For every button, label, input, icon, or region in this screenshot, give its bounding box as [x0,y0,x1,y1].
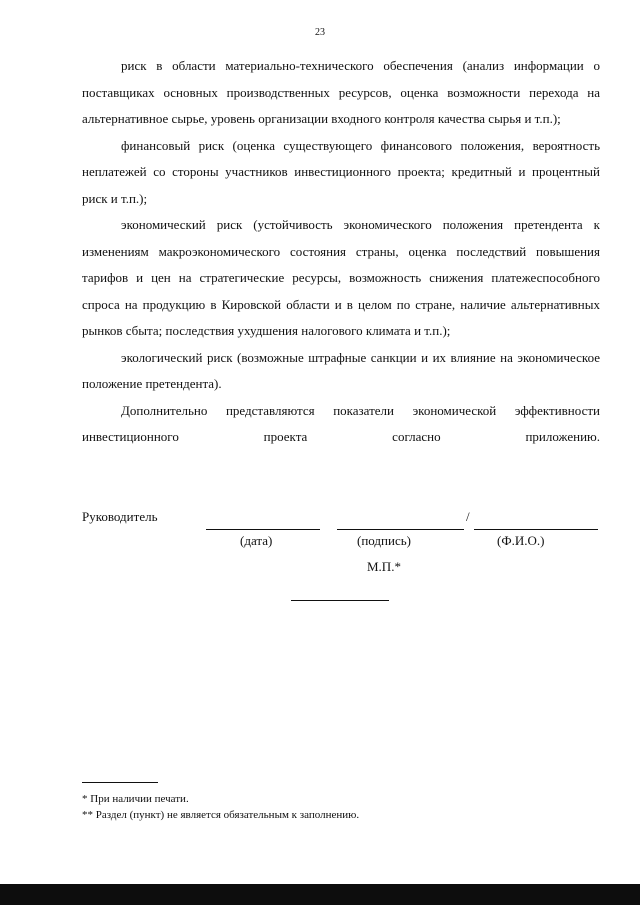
signature-block [82,509,600,589]
footnote-divider [82,782,158,783]
paragraph-ecological-risk: экологический риск (возможные штрафные санкции и их влияние на экономическое положение претендента). [82,349,600,391]
scan-edge-bar [0,884,640,905]
document-body [82,53,600,451]
footnote-stamp: * При наличии печати. [82,793,189,805]
stamp-mark: М.П.* [367,559,401,574]
section-divider [291,600,389,601]
signatory-label: Руководитель [82,509,158,524]
paragraph-efficiency: Дополнительно представляются показатели экономической эффективности инвестиционного проекта согласно приложению. [82,402,600,444]
date-line [206,529,320,530]
paragraph-material-risk: риск в области материально-технического обеспечения (анализ информации о поставщиках основных производственных ресурсов, оценка возможности перехода на альтернативное сырье, уровень организации входного контроля качества сырья и т.п.); [82,58,600,126]
paragraph-economic-risk: экономический риск (устойчивость экономического положения претендента к изменениям макроэкономического состояния страны, оценка последствий повышения тарифов и цен на стратегические ресурсы, возможность снижения платежеспособного спроса на продукцию в Кировской области и в целом по стране, наличие альтернативных рынков сбыта; последствия ухудшения налогового климата и т.п.); [82,217,600,338]
date-caption: (дата) [240,533,273,548]
name-separator: / [466,509,470,524]
signature-caption: (подпись) [357,533,411,548]
signature-line [337,529,464,530]
footnote-optional-section: ** Раздел (пункт) не является обязательным к заполнению. [82,809,360,821]
paragraph-financial-risk: финансовый риск (оценка существующего финансового положения, вероятность неплатежей со стороны участников инвестиционного проекта; кредитный и процентный риск и т.п.); [82,137,600,206]
name-caption: (Ф.И.О.) [497,533,545,548]
page-number: 23 [315,27,325,38]
name-line [474,529,598,530]
